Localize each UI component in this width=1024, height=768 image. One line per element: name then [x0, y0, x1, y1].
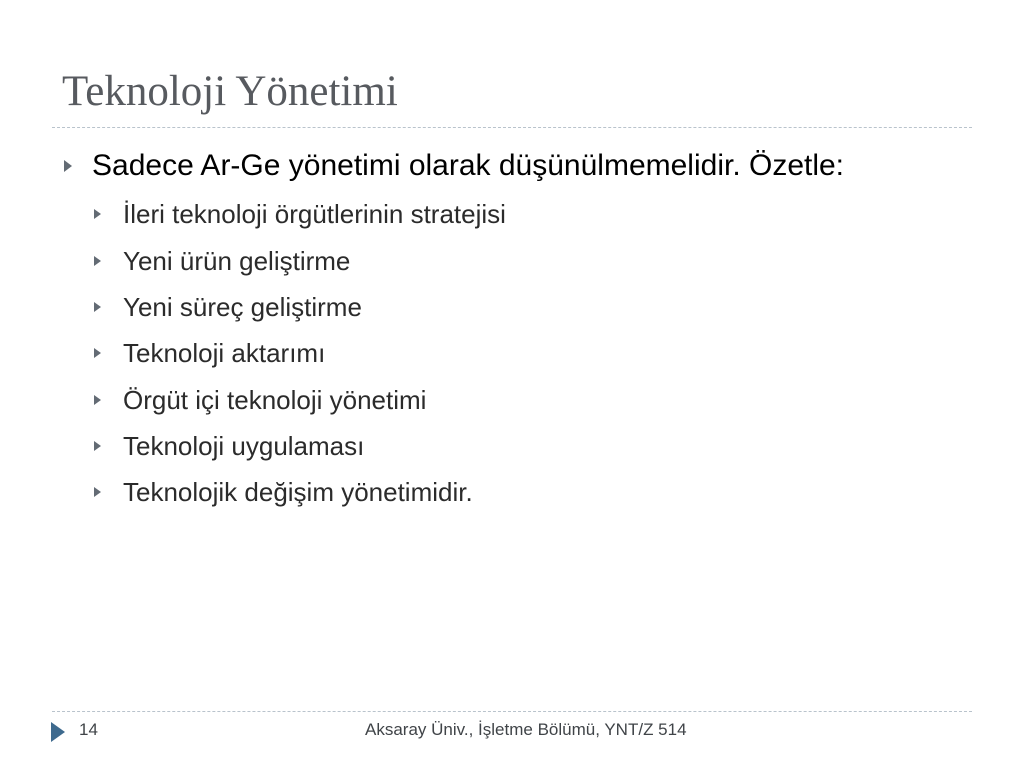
- sub-bullet-text: Örgüt içi teknoloji yönetimi: [123, 385, 427, 415]
- sub-bullet-text: Teknolojik değişim yönetimidir.: [123, 477, 473, 507]
- sub-bullet-text: Yeni ürün geliştirme: [123, 246, 351, 276]
- bullet-arrow-icon: [94, 209, 101, 219]
- footer-text: Aksaray Üniv., İşletme Bölümü, YNT/Z 514: [365, 720, 687, 739]
- bullet-arrow-icon: [64, 160, 72, 172]
- sub-bullet-text: Yeni süreç geliştirme: [123, 292, 362, 322]
- play-triangle-icon[interactable]: [51, 722, 65, 742]
- title-divider: [52, 127, 972, 128]
- bullet-arrow-icon: [94, 256, 101, 266]
- footer-divider: [52, 711, 972, 712]
- main-bullet-text: Sadece Ar-Ge yönetimi olarak düşünülmemelidir. Özetle:: [92, 149, 845, 182]
- sub-bullet-text: İleri teknoloji örgütlerinin stratejisi: [123, 199, 506, 229]
- sub-bullet-text: Teknoloji uygulaması: [123, 431, 365, 461]
- sub-bullet-text: Teknoloji aktarımı: [123, 338, 326, 368]
- bullet-arrow-icon: [94, 302, 101, 312]
- bullet-arrow-icon: [94, 487, 101, 497]
- slide-title: Teknoloji Yönetimi: [62, 68, 398, 115]
- bullet-arrow-icon: [94, 395, 101, 405]
- page-number: 14: [79, 720, 98, 739]
- bullet-arrow-icon: [94, 441, 101, 451]
- bullet-arrow-icon: [94, 348, 101, 358]
